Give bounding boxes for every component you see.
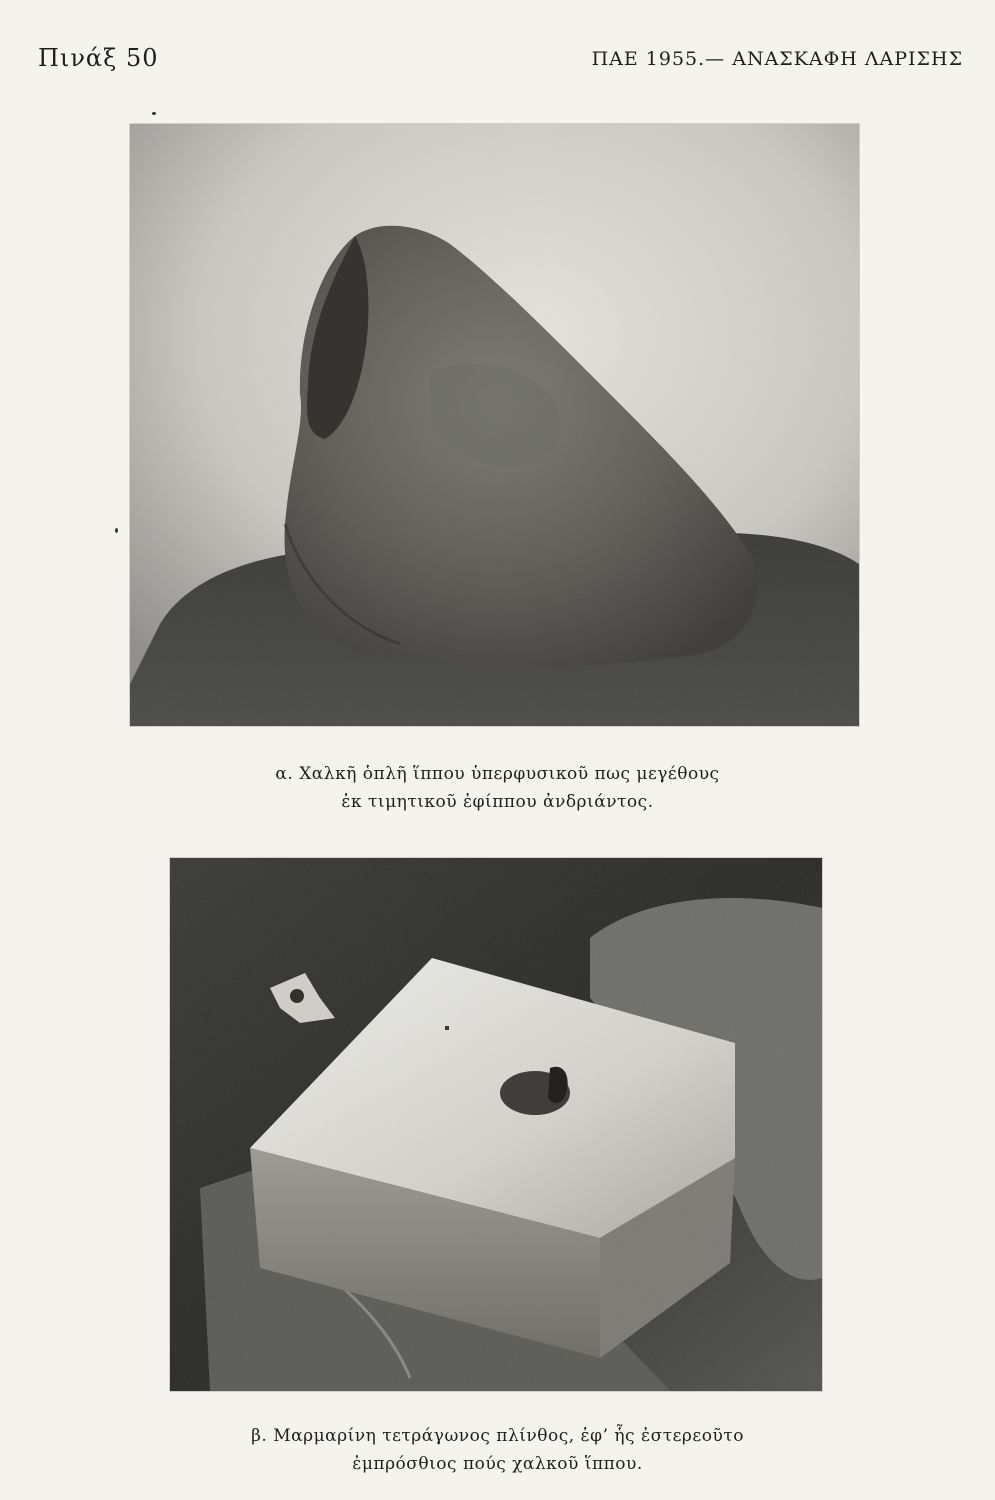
photo-bronze-hoof (130, 124, 859, 726)
plate-number: Πινάξ 50 (38, 44, 159, 72)
caption-b-line1: β. Μαρμαρίνη τετράγωνος πλίνθος, ἐφ’ ἧς ἐστερεοῦτο (251, 1426, 744, 1446)
photo-marble-plinth (170, 858, 822, 1391)
print-speck (115, 528, 118, 533)
photo-bronze-hoof-image (130, 124, 859, 726)
caption-figure-b (0, 1422, 995, 1478)
caption-figure-a (0, 760, 995, 816)
caption-b-line2: ἐμπρόσθιος πούς χαλκοῦ ἵππου. (352, 1454, 643, 1474)
caption-a-line2: ἐκ τιμητικοῦ ἐφίππου ἀνδριάντος. (341, 792, 654, 812)
photo-marble-plinth-image (170, 858, 822, 1391)
print-speck (152, 112, 156, 115)
running-header: ΠΑΕ 1955.— ΑΝΑΣΚΑΦΗ ΛΑΡΙΣΗΣ (591, 48, 963, 70)
caption-a-line1: α. Χαλκῆ ὁπλῆ ἵππου ὑπερφυσικοῦ πως μεγέθους (275, 764, 720, 784)
